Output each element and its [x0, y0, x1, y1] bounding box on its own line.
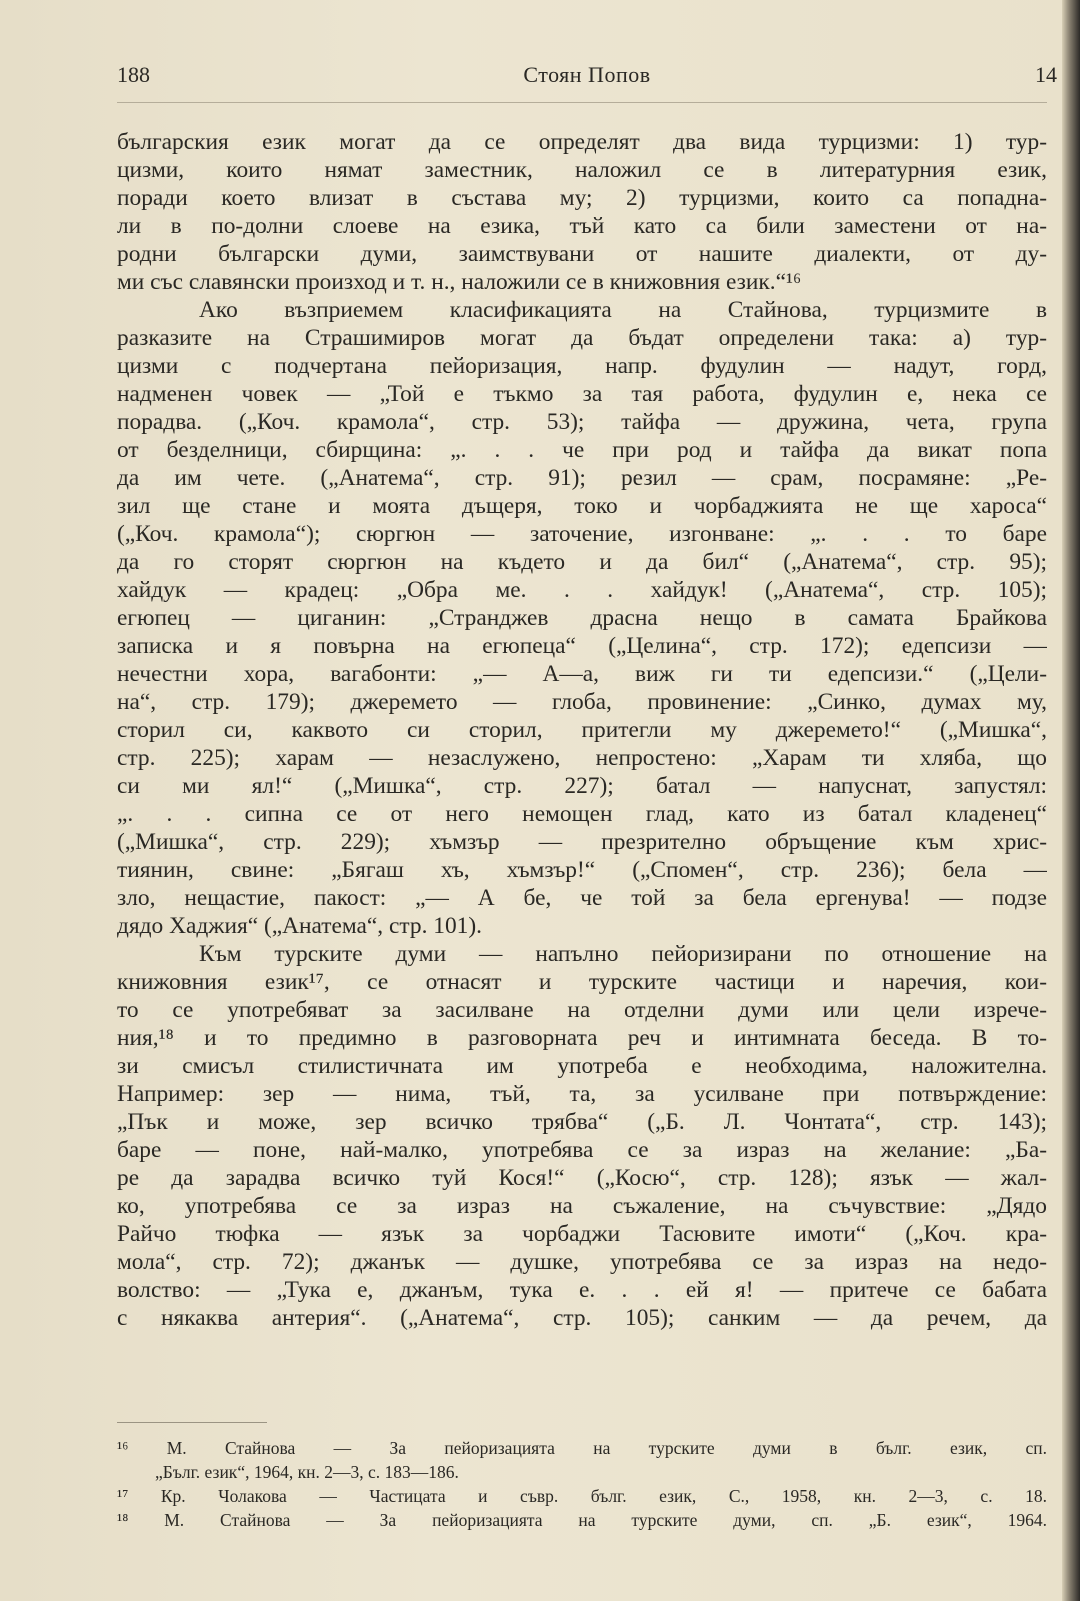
- text-line: ми със славянски произход и т. н., наложили се в книжовния език.“¹⁶: [117, 269, 802, 295]
- main-text: [117, 128, 1047, 1332]
- text-line: разказите на Страшимиров могат да бъдат определени така: а) тур-: [117, 325, 1047, 351]
- text-line: ре да зарадва всичко туй Кося!“ („Косю“, стр. 128); язък — жал-: [117, 1165, 1047, 1191]
- text-line: да им чете. („Анатема“, стр. 91); резил — срам, посрамяне: „Ре-: [117, 465, 1047, 491]
- text-line: Райчо тюфка — язък за чорбаджи Тасювите имоти“ („Коч. кра-: [117, 1221, 1047, 1247]
- text-line: да го сторят сюргюн на където и да бил“ („Анатема“, стр. 95);: [117, 549, 1047, 575]
- text-line: родни български думи, заимствувани от нашите диалекти, от ду-: [117, 241, 1047, 267]
- text-line: „. . . сипна се от него немощен глад, като из батал кладенец“: [117, 801, 1047, 827]
- text-line: с някаква антерия“. („Анатема“, стр. 105); санким — да речем, да: [117, 1305, 1047, 1331]
- text-line: ния,¹⁸ и то предимно в разговорната реч и интимната беседа. В то-: [117, 1025, 1047, 1051]
- text-line: книжовния език¹⁷, се отнасят и турските частици и наречия, кои-: [117, 969, 1047, 995]
- text-line: баре — поне, най-малко, употребява се за израз на желание: „Ба-: [117, 1137, 1047, 1163]
- text-line: хайдук — крадец: „Обра ме. . . хайдук! („Анатема“, стр. 105);: [117, 577, 1047, 603]
- text-line: егюпец — циганин: „Странджев драсна нещо в самата Брайкова: [117, 605, 1047, 631]
- header-rule: [117, 102, 1047, 103]
- text-line: записка и я повърна на егюпеца“ („Целина“, стр. 172); едепсизи —: [117, 633, 1047, 659]
- text-line: („Коч. крамола“); сюргюн — заточение, изгонване: „. . . то баре: [117, 521, 1047, 547]
- text-line: надменен човек — „Той е тъкмо за тая работа, фудулин е, нека се: [117, 381, 1047, 407]
- text-line: сторил си, каквото си сторил, притегли му джеремето!“ („Мишка“,: [117, 717, 1047, 743]
- text-line: зил ще стане и моята дъщеря, токо и чорбаджията не ще хароса“: [117, 493, 1047, 519]
- footnote-16: ¹⁶ М. Стайнова — За пейоризацията на турските думи в бълг. език, сп.: [117, 1438, 1047, 1458]
- running-header: [117, 62, 1057, 96]
- text-line: ли в по-долни слоеве на езика, тъй като са били заместени от на-: [117, 213, 1047, 239]
- footnote-17: ¹⁷ Кр. Чолакова — Частицата и съвр. бълг. език, С., 1958, кн. 2—3, с. 18.: [117, 1486, 1047, 1506]
- footnote-16-continued: „Бълг. език“, 1964, кн. 2—3, с. 183—186.: [155, 1462, 459, 1482]
- text-line: дядо Хаджия“ („Анатема“, стр. 101).: [117, 913, 483, 939]
- paragraph-start-line: Ако възприемем класификацията на Стайнова, турцизмите в: [199, 297, 1047, 323]
- text-line: от безделници, сбирщина: „. . . че при род и тайфа да викат попа: [117, 437, 1047, 463]
- running-title: Стоян Попов: [523, 62, 651, 87]
- text-line: зло, нещастие, пакост: „— А бе, че той за бела ергенува! — подзе: [117, 885, 1047, 911]
- corner-mark: 14: [1035, 62, 1057, 87]
- page-number: 188: [117, 62, 150, 87]
- text-line: нечестни хора, вагабонти: „— А—а, виж ги ти едепсизи.“ („Цели-: [117, 661, 1047, 687]
- text-line: волство: — „Тука е, джанъм, тука е. . . ей я! — притече се бабата: [117, 1277, 1047, 1303]
- text-line: порадва. („Коч. крамола“, стр. 53); тайфа — дружина, чета, група: [117, 409, 1047, 435]
- text-line: стр. 225); харам — незаслужено, непростено: „Харам ти хляба, що: [117, 745, 1047, 771]
- text-line: на“, стр. 179); джеремето — глоба, провинение: „Синко, думах му,: [117, 689, 1047, 715]
- paragraph-start-line: Към турските думи — напълно пейоризирани по отношение на: [199, 941, 1047, 967]
- text-line: („Мишка“, стр. 229); хъмзър — презрително обръщение към хрис-: [117, 829, 1047, 855]
- text-line: цизми с подчертана пейоризация, напр. фудулин — надут, горд,: [117, 353, 1047, 379]
- text-line: Например: зер — нима, тъй, та, за усилване при потвърждение:: [117, 1081, 1047, 1107]
- text-line: зи смисъл стилистичната им употреба е необходима, наложителна.: [117, 1053, 1047, 1079]
- text-line: „Пък и може, зер всичко трябва“ („Б. Л. Чонтата“, стр. 143);: [117, 1109, 1047, 1135]
- text-line: ко, употребява се за израз на съжаление, на съчувствие: „Дядо: [117, 1193, 1047, 1219]
- text-line: то се употребяват за засилване на отделни думи или цели изрече-: [117, 997, 1047, 1023]
- text-line: тиянин, свине: „Бягаш хъ, хъмзър!“ („Спомен“, стр. 236); бела —: [117, 857, 1047, 883]
- text-line: поради което влизат в състава му; 2) турцизми, които са попадна-: [117, 185, 1047, 211]
- footnotes: [117, 1436, 1047, 1532]
- footnote-18: ¹⁸ М. Стайнова — За пейоризацията на турските думи, сп. „Б. език“, 1964.: [117, 1510, 1047, 1530]
- text-line: цизми, които нямат заместник, наложил се в литературния език,: [117, 157, 1047, 183]
- footnote-rule: [117, 1422, 267, 1423]
- text-line: мола“, стр. 72); джанък — душке, употребява се за израз на недо-: [117, 1249, 1047, 1275]
- text-line: си ми ял!“ („Мишка“, стр. 227); батал — напуснат, запустял:: [117, 773, 1047, 799]
- book-spine-shadow: [1062, 0, 1080, 1601]
- text-line: българския език могат да се определят два вида турцизми: 1) тур-: [117, 129, 1047, 155]
